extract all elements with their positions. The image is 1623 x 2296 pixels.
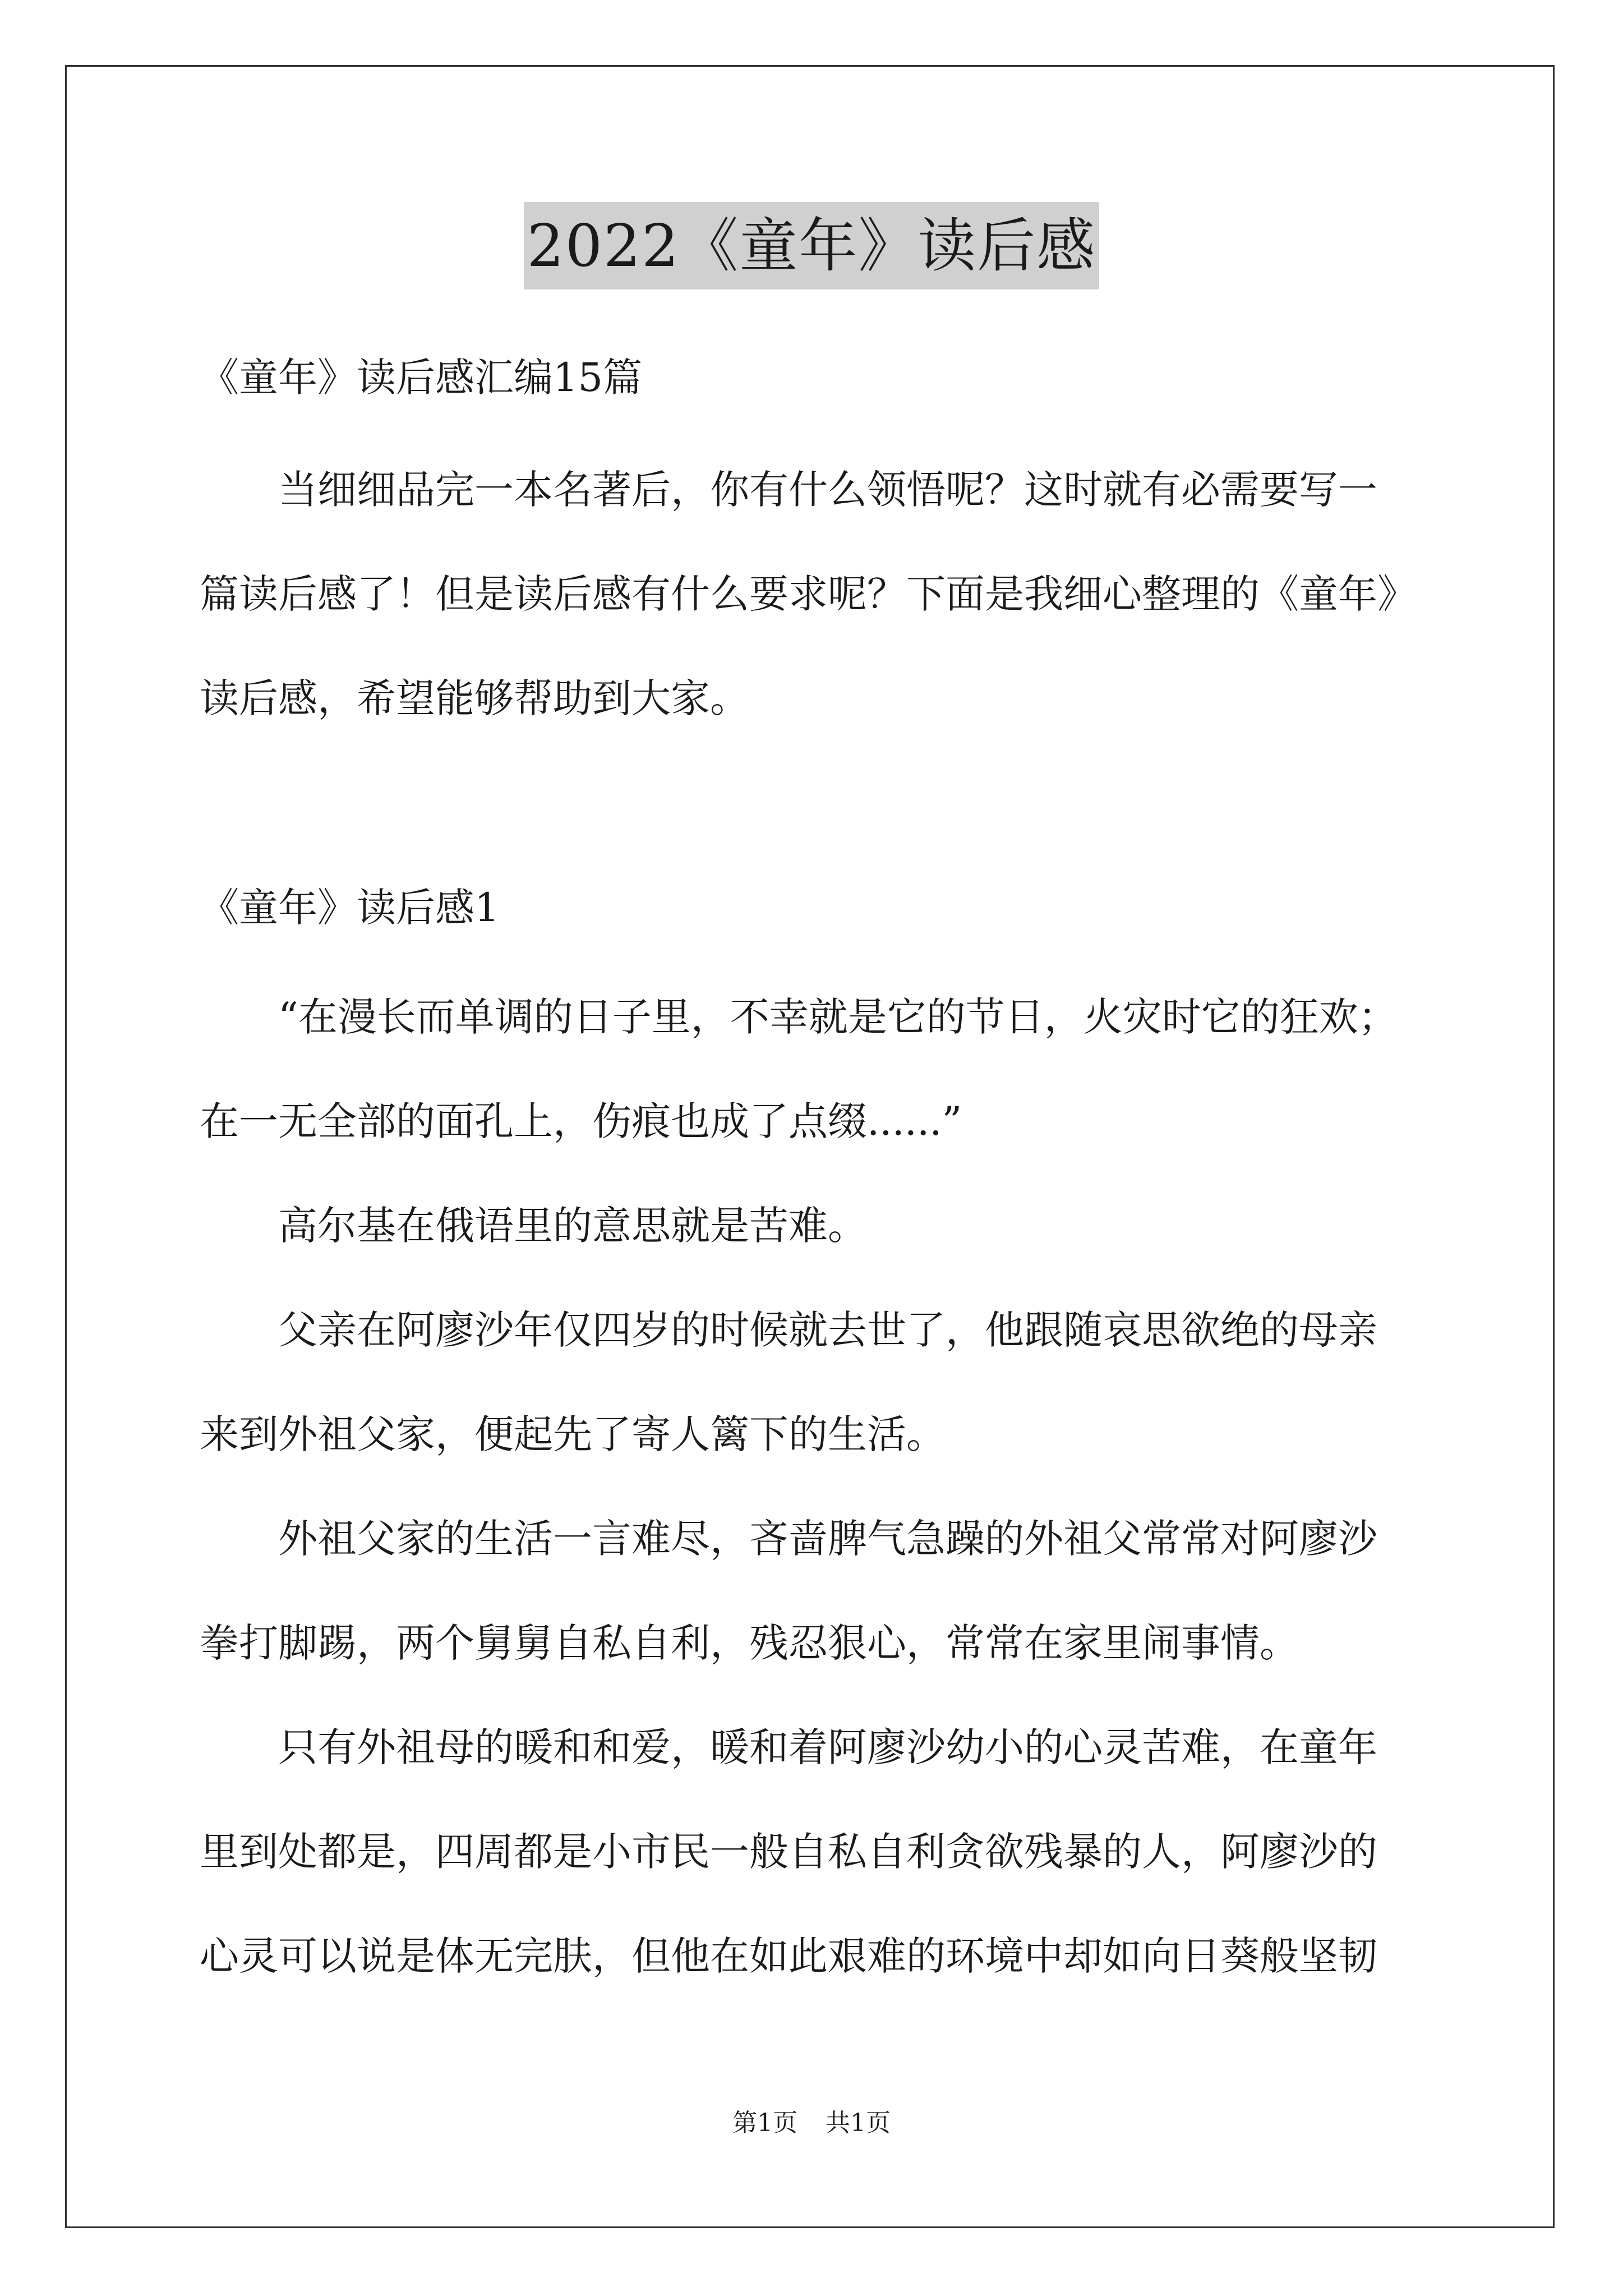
page-footer xyxy=(0,2106,1623,2140)
page-number: 1 xyxy=(757,2109,773,2137)
title-container xyxy=(0,202,1623,289)
section-line: 高尔基在俄语里的意思就是苦难。 xyxy=(200,1203,867,1249)
document-subtitle: 《童年》读后感汇编15篇 xyxy=(200,355,643,401)
section-line: 父亲在阿廖沙年仅四岁的时候就去世了，他跟随哀思欲绝的母亲 xyxy=(200,1307,1377,1353)
page-number-label: 第1页 xyxy=(732,2109,797,2137)
intro-line: 当细细品完一本名著后，你有什么领悟呢？这时就有必需要写一 xyxy=(200,467,1377,513)
section-line: 来到外祖父家，便起先了寄人篱下的生活。 xyxy=(200,1411,946,1457)
section-line: 里到处都是，四周都是小市民一般自私自利贪欲残暴的人，阿廖沙的 xyxy=(200,1829,1377,1875)
document-title: 2022《童年》读后感 xyxy=(524,202,1100,289)
page-total: 1 xyxy=(850,2109,866,2137)
section-line: 在一无全部的面孔上，伤痕也成了点缀......” xyxy=(200,1098,962,1144)
intro-line: 篇读后感了！但是读后感有什么要求呢？下面是我细心整理的《童年》 xyxy=(200,571,1417,617)
page-total-label: 共1页 xyxy=(826,2109,891,2137)
section-line: 心灵可以说是体无完肤，但他在如此艰难的环境中却如向日葵般坚韧 xyxy=(200,1933,1377,1979)
section-line: 拳打脚踢，两个舅舅自私自利，残忍狠心，常常在家里闹事情。 xyxy=(200,1620,1299,1666)
intro-line: 读后感，希望能够帮助到大家。 xyxy=(200,675,749,721)
section-heading: 《童年》读后感1 xyxy=(200,885,500,931)
section-line: 外祖父家的生活一言难尽，吝啬脾气急躁的外祖父常常对阿廖沙 xyxy=(200,1516,1377,1562)
section-line: 只有外祖母的暖和和爱，暖和着阿廖沙幼小的心灵苦难，在童年 xyxy=(200,1724,1377,1770)
section-line: “在漫长而单调的日子里，不幸就是它的节日，火灾时它的狂欢； xyxy=(200,994,1398,1040)
